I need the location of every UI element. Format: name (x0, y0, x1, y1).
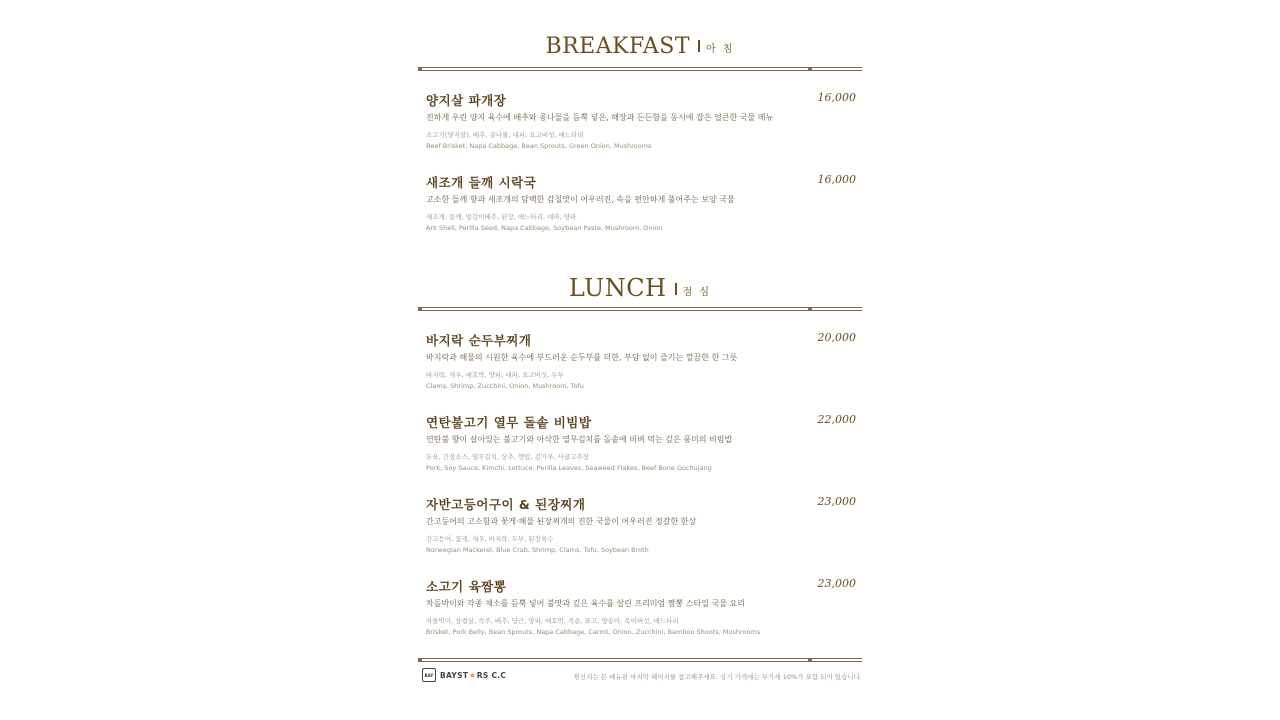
menu-item-price: 23,000 (817, 495, 856, 508)
menu-item-price: 20,000 (817, 331, 856, 344)
footer-note: 원산지는 본 메뉴판 마지막 페이지를 참고해주세요. 상기 가격에는 부가세 10%가 포함 되어 있습니다. (573, 673, 862, 681)
footer-rule (418, 658, 862, 663)
menu-item-ingredients: 돈육, 간장소스, 열무김치, 상추, 깻잎, 김가루, 사골고추장 (426, 453, 589, 461)
menu-item (426, 577, 856, 636)
menu-item-ingredients: 차돌박이, 삼겹살, 숙주, 배추, 당근, 양파, 애호박, 죽순, 표고, 양송이, 목이버섯, 애느타리 (426, 617, 679, 625)
menu-item-name: 양지살 파개장 (426, 93, 507, 108)
breakfast-title-kr: 아 침 (706, 44, 735, 55)
logo-text: BAYST★RS C.C (440, 670, 507, 680)
menu-item-ingredients: 새조개, 들깨, 얼갈이배추, 된장, 애느타리, 대파, 양파 (426, 213, 577, 221)
menu-item-description: 진하게 우린 양지 육수에 배추와 콩나물을 듬뿍 넣은, 해장과 든든함을 동시에 잡은 얼큰한 국물 메뉴 (426, 113, 774, 122)
menu-item-description: 고소한 들깨 향과 새조개의 담백한 감칠맛이 어우러진, 속을 편안하게 풀어주는 보양 국물 (426, 195, 735, 204)
menu-item-ingredients-en: Beef Brisket, Napa Cabbage, Bean Sprouts, Green Onion, Mushrooms (426, 142, 652, 150)
lunch-header (418, 274, 862, 302)
menu-item-price: 23,000 (817, 577, 856, 590)
club-logo (422, 668, 506, 682)
menu-item-ingredients: 소고기(양지살), 배추, 콩나물, 대파, 표고버섯, 애느타리 (426, 131, 584, 139)
menu-item-name: 연탄불고기 열무 돌솥 비빔밥 (426, 415, 592, 430)
breakfast-header (418, 34, 862, 59)
menu-item-name: 자반고등어구이 & 된장찌개 (426, 497, 586, 512)
menu-item-name: 소고기 육짬뽕 (426, 579, 507, 594)
lunch-title-kr: 점 심 (682, 287, 712, 298)
menu-item (426, 413, 856, 472)
menu-item-ingredients-en: Ark Shell, Perilla Seed, Napa Cabbage, Soybean Paste, Mushroom, Onion (426, 224, 663, 232)
menu-item-name: 바지락 순두부찌개 (426, 333, 532, 348)
menu-item-ingredients-en: Clams, Shrimp, Zucchini, Onion, Mushroom, Tofu (426, 382, 584, 390)
menu-item-ingredients-en: Pork, Soy Sauce, Kimchi, Lettuce, Perilla Leaves, Seaweed Flakes, Beef Bone Gochujang (426, 464, 712, 472)
menu-item (426, 173, 856, 232)
menu-item-description: 차돌박이와 각종 채소를 듬뿍 넣어 불맛과 깊은 육수를 살린 프리미엄 짬뽕 스타일 국물 요리 (426, 599, 745, 608)
menu-item (426, 495, 856, 554)
menu-item (426, 91, 856, 150)
breakfast-rule (418, 67, 862, 72)
star-icon: ★ (468, 670, 477, 680)
menu-item-ingredients-en: Brisket, Pork Belly, Bean Sprouts, Napa Cabbage, Carrot, Onion, Zucchini, Bamboo Shoots, Mushrooms (426, 628, 761, 636)
menu-item-ingredients: 바지락, 새우, 애호박, 양파, 대파, 표고버섯, 두부 (426, 371, 564, 379)
menu-item-price: 16,000 (817, 91, 856, 104)
menu-item-ingredients-en: Norwegian Mackerel, Blue Crab, Shrimp, Clams, Tofu, Soybean Broth (426, 546, 649, 554)
menu-item-name: 새조개 들깨 시락국 (426, 175, 537, 190)
menu-item-description: 연탄불 향이 살아있는 불고기와 아삭한 열무김치를 돌솥에 비벼 먹는 깊은 풍미의 비빔밥 (426, 435, 733, 444)
menu-item-price: 22,000 (817, 413, 856, 426)
title-divider (698, 40, 700, 52)
breakfast-title: BREAKFAST (545, 34, 691, 59)
menu-item-ingredients: 간고등어, 꽃게, 새우, 바지락, 두부, 된장육수 (426, 535, 554, 543)
logo-badge-icon: BAY (422, 668, 436, 682)
menu-item (426, 331, 856, 390)
menu-item-price: 16,000 (817, 173, 856, 186)
menu-item-description: 바지락과 해물의 시원한 육수에 부드러운 순두부를 더한, 부담 없이 즐기는 깔끔한 한 그릇 (426, 353, 738, 362)
lunch-rule (418, 307, 862, 312)
menu-item-description: 간고등어의 고소함과 꽃게·해물 된장찌개의 진한 국물이 어우러진 정갈한 한상 (426, 517, 697, 526)
lunch-title: LUNCH (568, 274, 667, 302)
title-divider (675, 283, 677, 295)
menu-page (418, 0, 862, 720)
